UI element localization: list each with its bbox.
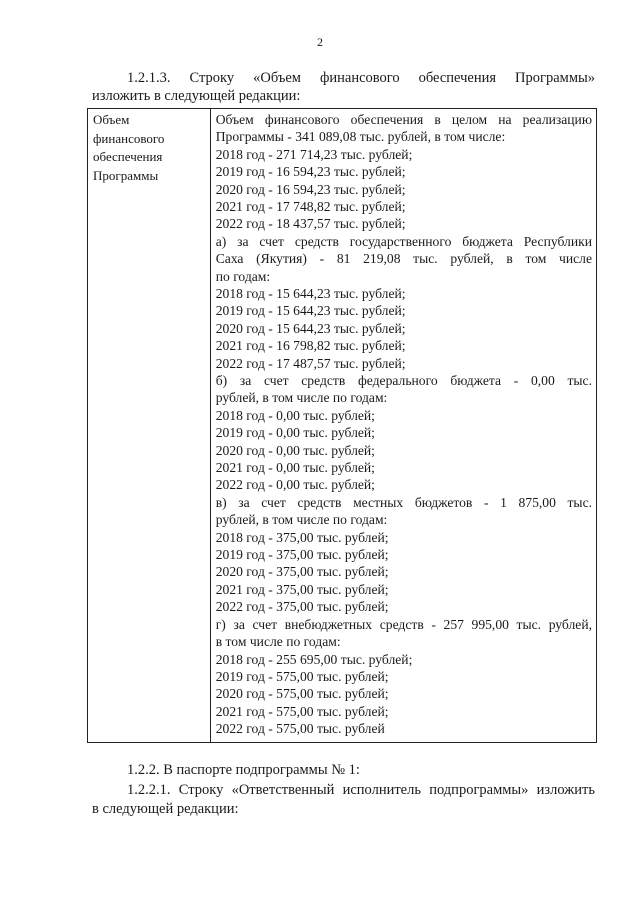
section-heading-subprogram-1: 1.2.2. В паспорте подпрограммы № 1: xyxy=(127,762,360,778)
financing-line: 2022 год - 575,00 тыс. рублей xyxy=(215,721,385,737)
row-label-line: обеспечения xyxy=(93,149,163,164)
financing-line: б) за счет средств федерального бюджета - 0,00 тыс. xyxy=(215,373,592,389)
financing-line: 2018 год - 375,00 тыс. рублей; xyxy=(215,529,389,545)
financing-line: 2022 год - 17 487,57 тыс. рублей; xyxy=(215,355,406,371)
section-paragraph-line-2: в следующей редакции: xyxy=(92,801,239,817)
financing-line: 2020 год - 0,00 тыс. рублей; xyxy=(215,442,375,458)
row-label-line: Программы xyxy=(93,167,159,183)
row-content-cell xyxy=(210,109,596,743)
financing-line: Саха (Якутия) - 81 219,08 тыс. рублей, в том числе xyxy=(215,251,592,267)
financing-line: г) за счет внебюджетных средств - 257 995,00 тыс. рублей, xyxy=(215,616,592,632)
row-label-line: финансового xyxy=(93,130,165,146)
financing-line: 2019 год - 575,00 тыс. рублей; xyxy=(215,668,389,684)
financing-line: 2020 год - 16 594,23 тыс. рублей; xyxy=(215,181,406,197)
financing-line: 2019 год - 15 644,23 тыс. рублей; xyxy=(215,303,406,319)
section-paragraph-line-1: 1.2.2.1. Строку «Ответственный исполнитель подпрограммы» изложить xyxy=(127,782,595,798)
financing-table-row xyxy=(88,109,597,743)
financing-line: а) за счет средств государственного бюджета Республики xyxy=(215,233,592,249)
financing-line: Программы - 341 089,08 тыс. рублей, в том числе: xyxy=(215,129,506,145)
financing-line: 2018 год - 15 644,23 тыс. рублей; xyxy=(215,286,406,302)
financing-line: 2018 год - 0,00 тыс. рублей; xyxy=(215,407,375,423)
financing-line: 2020 год - 15 644,23 тыс. рублей; xyxy=(215,320,406,336)
financing-line: 2022 год - 375,00 тыс. рублей; xyxy=(215,599,389,615)
financing-line: 2022 год - 18 437,57 тыс. рублей; xyxy=(215,216,406,232)
financing-line: 2022 год - 0,00 тыс. рублей; xyxy=(215,477,375,493)
page-number: 2 xyxy=(317,35,323,49)
financing-line: 2021 год - 575,00 тыс. рублей; xyxy=(215,703,389,719)
financing-line: 2021 год - 16 798,82 тыс. рублей; xyxy=(215,338,406,354)
financing-line: 2021 год - 17 748,82 тыс. рублей; xyxy=(215,199,406,215)
financing-line: рублей, в том числе по годам: xyxy=(215,390,388,406)
financing-line: 2021 год - 0,00 тыс. рублей; xyxy=(215,460,375,476)
financing-line: 2019 год - 16 594,23 тыс. рублей; xyxy=(215,164,406,180)
row-label-line: Объем xyxy=(93,112,130,127)
financing-line: в) за счет средств местных бюджетов - 1 875,00 тыс. xyxy=(215,494,592,510)
financing-line: 2018 год - 271 714,23 тыс. рублей; xyxy=(215,146,413,162)
financing-line: 2019 год - 0,00 тыс. рублей; xyxy=(215,425,375,441)
intro-paragraph-line-1: 1.2.1.3. Строку «Объем финансового обеспечения Программы» xyxy=(127,70,595,86)
financing-line: рублей, в том числе по годам: xyxy=(215,512,388,528)
financing-line: 2020 год - 575,00 тыс. рублей; xyxy=(215,686,389,702)
row-label-cell xyxy=(88,109,211,743)
financing-line: 2018 год - 255 695,00 тыс. рублей; xyxy=(215,651,413,667)
financing-line: по годам: xyxy=(215,268,271,284)
intro-paragraph-line-2: изложить в следующей редакции: xyxy=(92,88,301,104)
financing-line: в том числе по годам: xyxy=(215,634,341,650)
financing-line: 2020 год - 375,00 тыс. рублей; xyxy=(215,564,389,580)
financing-line: Объем финансового обеспечения в целом на реализацию xyxy=(215,112,592,127)
financing-line: 2019 год - 375,00 тыс. рублей; xyxy=(215,547,389,563)
financing-line: 2021 год - 375,00 тыс. рублей; xyxy=(215,581,389,597)
financing-table xyxy=(87,108,597,743)
